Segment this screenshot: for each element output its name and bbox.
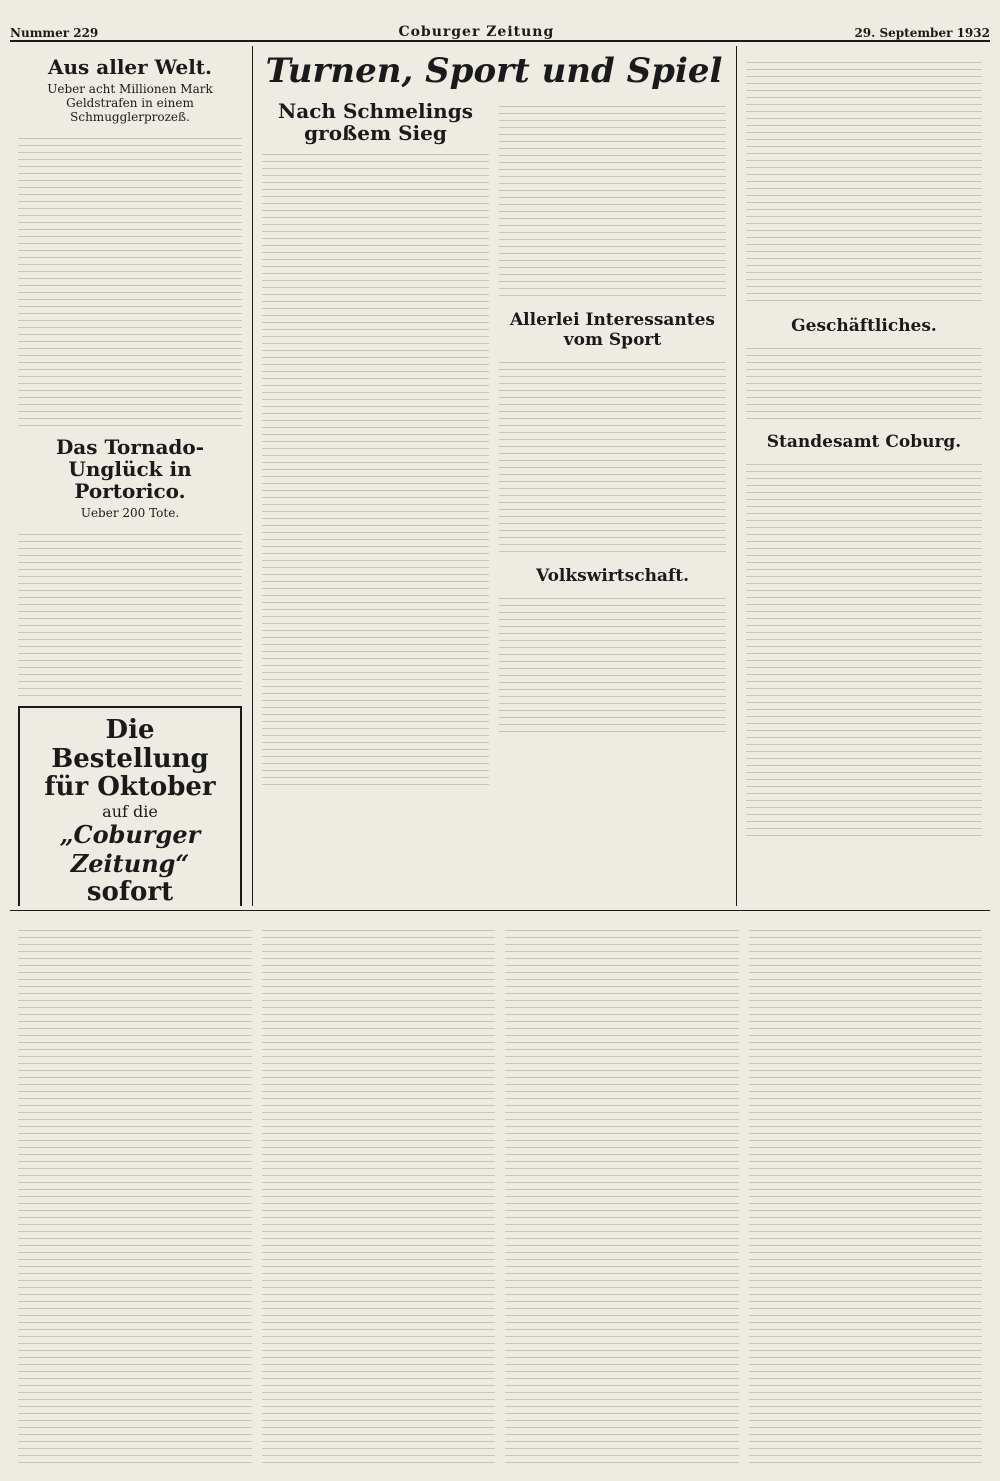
subhead-schmugglerprozess: Ueber acht Millionen Mark Geldstrafen in einem Schmugglerprozeß. <box>47 82 213 124</box>
heading-standesamt: Standesamt Coburg. <box>766 432 962 452</box>
column-aus-aller-welt <box>10 46 250 906</box>
sport-columns <box>262 96 726 792</box>
text-block <box>499 100 726 300</box>
column-right <box>738 46 990 906</box>
issue-date: 29. September 1932 <box>854 26 990 40</box>
heading-volkswirtschaft: Volkswirtschaft. <box>535 565 690 586</box>
box-line-1: Die Bestellung für Oktober <box>44 715 216 803</box>
story-column <box>18 924 252 1464</box>
text-block <box>18 528 242 698</box>
serial-story <box>10 914 990 1474</box>
story-column <box>505 924 739 1464</box>
column-rule <box>252 46 253 906</box>
text-block <box>262 148 489 788</box>
text-block <box>499 356 726 556</box>
heading-geschaeftliches: Geschäftliches. <box>791 316 937 336</box>
subhead-tornado: Ueber 200 Tote. <box>80 506 180 520</box>
text-block <box>746 56 982 306</box>
box-line-4: sofort <box>86 877 174 906</box>
column-rule <box>736 46 737 906</box>
story-column <box>749 924 983 1464</box>
heading-aus-aller-welt: Aus aller Welt. <box>47 55 212 79</box>
masthead <box>10 10 990 42</box>
paper-name: Coburger Zeitung <box>398 24 555 40</box>
box-line-2: auf die <box>102 801 158 821</box>
heading-turnen-sport-spiel: Turnen, Sport und Spiel <box>265 51 723 91</box>
box-line-3: „Coburger Zeitung“ <box>59 819 201 878</box>
issue-number: Nummer 229 <box>10 26 99 40</box>
text-block <box>499 592 726 732</box>
section-rule <box>10 910 990 911</box>
subscription-box <box>18 706 242 906</box>
text-block <box>746 342 982 422</box>
heading-allerlei-sport: Allerlei Interessantes vom Sport <box>509 309 716 350</box>
sport-column-right <box>499 96 726 792</box>
text-block <box>18 132 242 432</box>
sport-column-left <box>262 96 489 792</box>
heading-tornado: Das Tornado-Unglück in Portorico. <box>55 435 205 503</box>
column-sport <box>254 46 734 906</box>
heading-schmeling: Nach Schmelings großem Sieg <box>278 98 473 145</box>
text-block <box>746 458 982 838</box>
story-column <box>262 924 496 1464</box>
